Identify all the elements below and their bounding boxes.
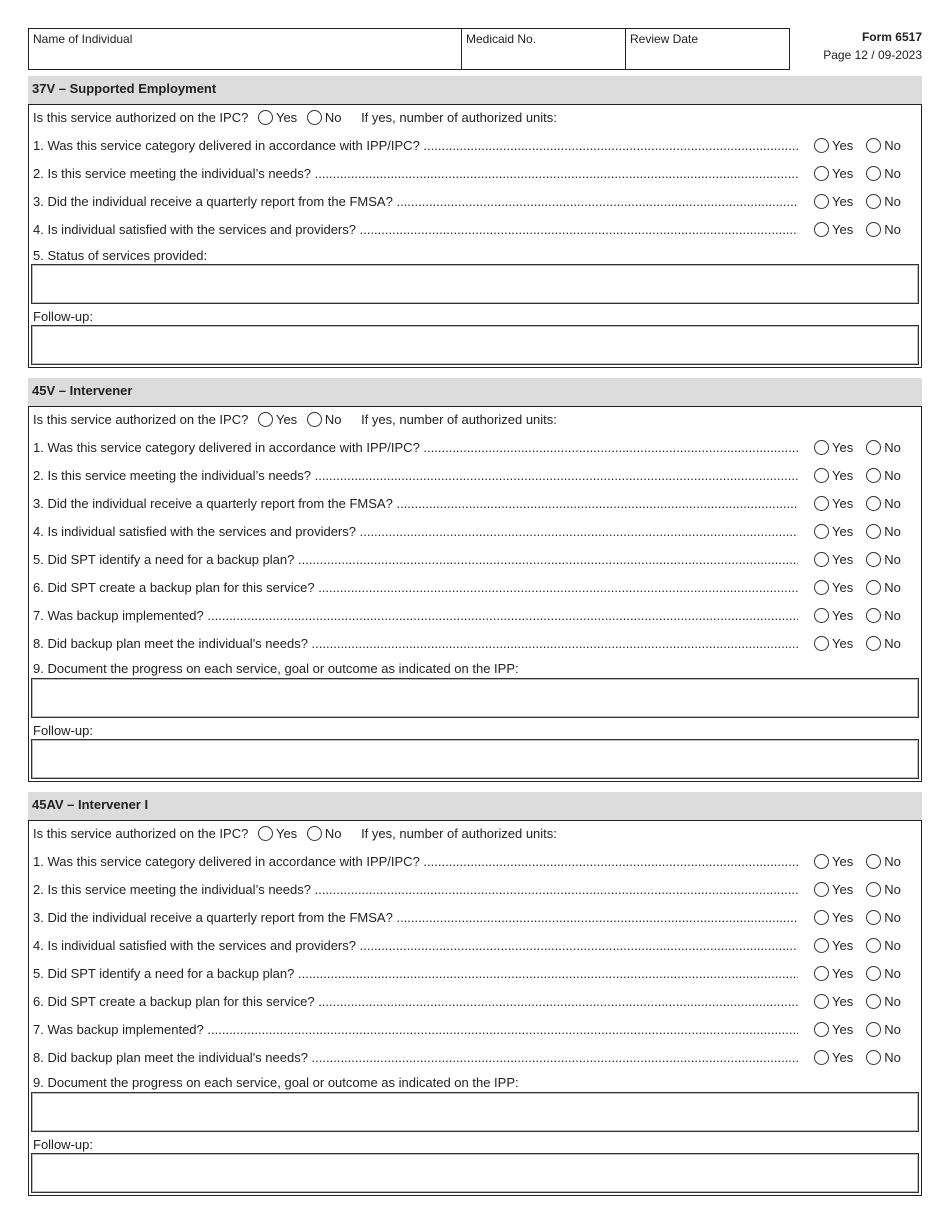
radio-icon[interactable] [814, 496, 829, 511]
radio-icon[interactable] [814, 194, 829, 209]
radio-icon[interactable] [866, 966, 881, 981]
question-text: 4. Is individual satisfied with the services and providers? ..... [33, 936, 798, 956]
radio-icon[interactable] [814, 468, 829, 483]
radio-icon[interactable] [258, 826, 273, 841]
authorized-yes-option[interactable]: Yes [252, 826, 297, 841]
question-row [33, 1048, 921, 1068]
radio-icon[interactable] [866, 994, 881, 1009]
followup-textbox[interactable] [31, 325, 919, 365]
progress-label: 9. Document the progress on each service, goal or outcome as indicated on the IPP: [33, 1075, 519, 1090]
radio-icon[interactable] [307, 412, 322, 427]
section-45av [28, 820, 922, 1196]
radio-icon[interactable] [814, 938, 829, 953]
no-option[interactable]: No [866, 136, 901, 156]
yes-option[interactable]: Yes [814, 908, 853, 928]
authorized-units-label: If yes, number of authorized units: [361, 110, 557, 125]
radio-icon[interactable] [866, 636, 881, 651]
question-row [33, 192, 921, 212]
radio-icon[interactable] [866, 524, 881, 539]
review-date-label: Review Date [630, 32, 699, 46]
yes-option[interactable]: Yes [814, 466, 853, 486]
question-row [33, 964, 921, 984]
yes-option[interactable]: Yes [814, 936, 853, 956]
question-row [33, 936, 921, 956]
question-row [33, 136, 921, 156]
radio-icon[interactable] [866, 854, 881, 869]
status-label: 5. Status of services provided: [33, 248, 208, 263]
radio-icon[interactable] [814, 910, 829, 925]
radio-icon[interactable] [866, 166, 881, 181]
radio-icon[interactable] [866, 910, 881, 925]
question-text: 2. Is this service meeting the individual’s needs? ..... [33, 466, 798, 486]
radio-icon[interactable] [866, 552, 881, 567]
question-row [33, 992, 921, 1012]
question-text: 6. Did SPT create a backup plan for this service? ..... [33, 992, 798, 1012]
status-textbox[interactable] [31, 264, 919, 304]
radio-icon[interactable] [814, 854, 829, 869]
progress-textbox[interactable] [31, 678, 919, 718]
authorized-units-label: If yes, number of authorized units: [361, 826, 557, 841]
yes-option[interactable]: Yes [814, 634, 853, 654]
form-header [28, 28, 922, 70]
question-text: 8. Did backup plan meet the individual's needs? ..... [33, 634, 798, 654]
review-date-field[interactable] [625, 28, 790, 70]
radio-icon[interactable] [866, 1022, 881, 1037]
question-text: 2. Is this service meeting the individual’s needs? ..... [33, 880, 798, 900]
section-37v [28, 104, 922, 368]
authorized-question: Is this service authorized on the IPC? [33, 826, 249, 841]
medicaid-number-label: Medicaid No. [466, 32, 537, 46]
authorized-question: Is this service authorized on the IPC? [33, 412, 249, 427]
followup-textbox[interactable] [31, 739, 919, 779]
yes-option[interactable]: Yes [814, 578, 853, 598]
radio-icon[interactable] [814, 524, 829, 539]
followup-textbox[interactable] [31, 1153, 919, 1193]
radio-icon[interactable] [814, 608, 829, 623]
question-row [33, 908, 921, 928]
radio-icon[interactable] [258, 110, 273, 125]
question-row [33, 852, 921, 872]
radio-icon[interactable] [866, 882, 881, 897]
question-text: 3. Did the individual receive a quarterly report from the FMSA? ..... [33, 494, 798, 514]
radio-icon[interactable] [866, 222, 881, 237]
radio-icon[interactable] [814, 440, 829, 455]
authorized-no-option[interactable]: No [301, 412, 342, 427]
question-text: 1. Was this service category delivered in accordance with IPP/IPC? ..... [33, 852, 798, 872]
question-text: 1. Was this service category delivered in accordance with IPP/IPC? ..... [33, 438, 798, 458]
radio-icon[interactable] [307, 826, 322, 841]
question-row [33, 494, 921, 514]
yes-option[interactable]: Yes [814, 522, 853, 542]
name-of-individual-field[interactable] [28, 28, 462, 70]
section-45v [28, 406, 922, 782]
yes-option[interactable]: Yes [814, 220, 853, 240]
no-option[interactable]: No [866, 438, 901, 458]
question-text: 3. Did the individual receive a quarterly report from the FMSA? ..... [33, 908, 798, 928]
no-option[interactable]: No [866, 550, 901, 570]
yes-option[interactable]: Yes [814, 992, 853, 1012]
question-text: 7. Was backup implemented? ..... [33, 1020, 798, 1040]
page-info: Page 12 / 09-2023 [823, 48, 922, 62]
authorized-yes-option[interactable]: Yes [252, 412, 297, 427]
yes-option[interactable]: Yes [814, 438, 853, 458]
no-option[interactable]: No [866, 1048, 901, 1068]
authorized-question: Is this service authorized on the IPC? [33, 110, 249, 125]
no-option[interactable]: No [866, 164, 901, 184]
no-option[interactable]: No [866, 936, 901, 956]
question-row [33, 550, 921, 570]
authorized-units-label: If yes, number of authorized units: [361, 412, 557, 427]
question-text: 4. Is individual satisfied with the services and providers? ..... [33, 522, 798, 542]
yes-option[interactable]: Yes [814, 964, 853, 984]
radio-icon[interactable] [814, 222, 829, 237]
radio-icon[interactable] [866, 440, 881, 455]
radio-icon[interactable] [866, 580, 881, 595]
authorized-no-option[interactable]: No [301, 110, 342, 125]
radio-icon[interactable] [866, 194, 881, 209]
no-option[interactable]: No [866, 964, 901, 984]
question-row [33, 880, 921, 900]
no-option[interactable]: No [866, 466, 901, 486]
question-row [33, 522, 921, 542]
radio-icon[interactable] [866, 468, 881, 483]
progress-label: 9. Document the progress on each service, goal or outcome as indicated on the IPP: [33, 661, 519, 676]
no-option[interactable]: No [866, 634, 901, 654]
radio-icon[interactable] [814, 636, 829, 651]
yes-option[interactable]: Yes [814, 192, 853, 212]
radio-icon[interactable] [307, 110, 322, 125]
authorized-row [33, 824, 921, 844]
radio-icon[interactable] [814, 1022, 829, 1037]
no-option[interactable]: No [866, 220, 901, 240]
radio-icon[interactable] [866, 496, 881, 511]
radio-icon[interactable] [866, 1050, 881, 1065]
no-option[interactable]: No [866, 1020, 901, 1040]
question-text: 4. Is individual satisfied with the services and providers? ..... [33, 220, 798, 240]
question-row [33, 220, 921, 240]
followup-label: Follow-up: [33, 723, 93, 738]
yes-option[interactable]: Yes [814, 852, 853, 872]
radio-icon[interactable] [814, 882, 829, 897]
section-title-45av: 45AV – Intervener I [28, 792, 922, 820]
section-title-37v: 37V – Supported Employment [28, 76, 922, 104]
no-option[interactable]: No [866, 880, 901, 900]
question-row [33, 634, 921, 654]
form-identifier [823, 28, 922, 64]
followup-label: Follow-up: [33, 1137, 93, 1152]
question-row [33, 578, 921, 598]
medicaid-number-field[interactable] [461, 28, 626, 70]
yes-option[interactable]: Yes [814, 550, 853, 570]
yes-option[interactable]: Yes [814, 1020, 853, 1040]
yes-option[interactable]: Yes [814, 1048, 853, 1068]
name-of-individual-label: Name of Individual [33, 32, 133, 46]
radio-icon[interactable] [866, 608, 881, 623]
no-option[interactable]: No [866, 606, 901, 626]
no-option[interactable]: No [866, 494, 901, 514]
section-title-45v: 45V – Intervener [28, 378, 922, 406]
yes-option[interactable]: Yes [814, 606, 853, 626]
progress-textbox[interactable] [31, 1092, 919, 1132]
radio-icon[interactable] [866, 938, 881, 953]
question-text: 5. Did SPT identify a need for a backup plan? ..... [33, 964, 798, 984]
no-option[interactable]: No [866, 522, 901, 542]
radio-icon[interactable] [814, 552, 829, 567]
radio-icon[interactable] [814, 166, 829, 181]
question-row [33, 1020, 921, 1040]
question-text: 8. Did backup plan meet the individual's needs? ..... [33, 1048, 798, 1068]
no-option[interactable]: No [866, 192, 901, 212]
question-row [33, 466, 921, 486]
radio-icon[interactable] [814, 966, 829, 981]
yes-option[interactable]: Yes [814, 494, 853, 514]
question-text: 7. Was backup implemented? ..... [33, 606, 798, 626]
yes-option[interactable]: Yes [814, 164, 853, 184]
question-text: 3. Did the individual receive a quarterly report from the FMSA? ..... [33, 192, 798, 212]
question-text: 6. Did SPT create a backup plan for this service? ..... [33, 578, 798, 598]
authorized-no-option[interactable]: No [301, 826, 342, 841]
question-row [33, 606, 921, 626]
no-option[interactable]: No [866, 908, 901, 928]
question-row [33, 164, 921, 184]
no-option[interactable]: No [866, 578, 901, 598]
followup-label: Follow-up: [33, 309, 93, 324]
question-text: 1. Was this service category delivered in accordance with IPP/IPC? ..... [33, 136, 798, 156]
radio-icon[interactable] [814, 1050, 829, 1065]
form-number: Form 6517 [861, 30, 922, 44]
authorized-row [33, 410, 921, 430]
question-row [33, 438, 921, 458]
authorized-yes-option[interactable]: Yes [252, 110, 297, 125]
yes-option[interactable]: Yes [814, 880, 853, 900]
question-text: 5. Did SPT identify a need for a backup plan? ..... [33, 550, 798, 570]
radio-icon[interactable] [258, 412, 273, 427]
radio-icon[interactable] [814, 580, 829, 595]
radio-icon[interactable] [814, 138, 829, 153]
no-option[interactable]: No [866, 992, 901, 1012]
radio-icon[interactable] [866, 138, 881, 153]
authorized-row [33, 108, 921, 128]
question-text: 2. Is this service meeting the individual’s needs? ..... [33, 164, 798, 184]
yes-option[interactable]: Yes [814, 136, 853, 156]
radio-icon[interactable] [814, 994, 829, 1009]
no-option[interactable]: No [866, 852, 901, 872]
